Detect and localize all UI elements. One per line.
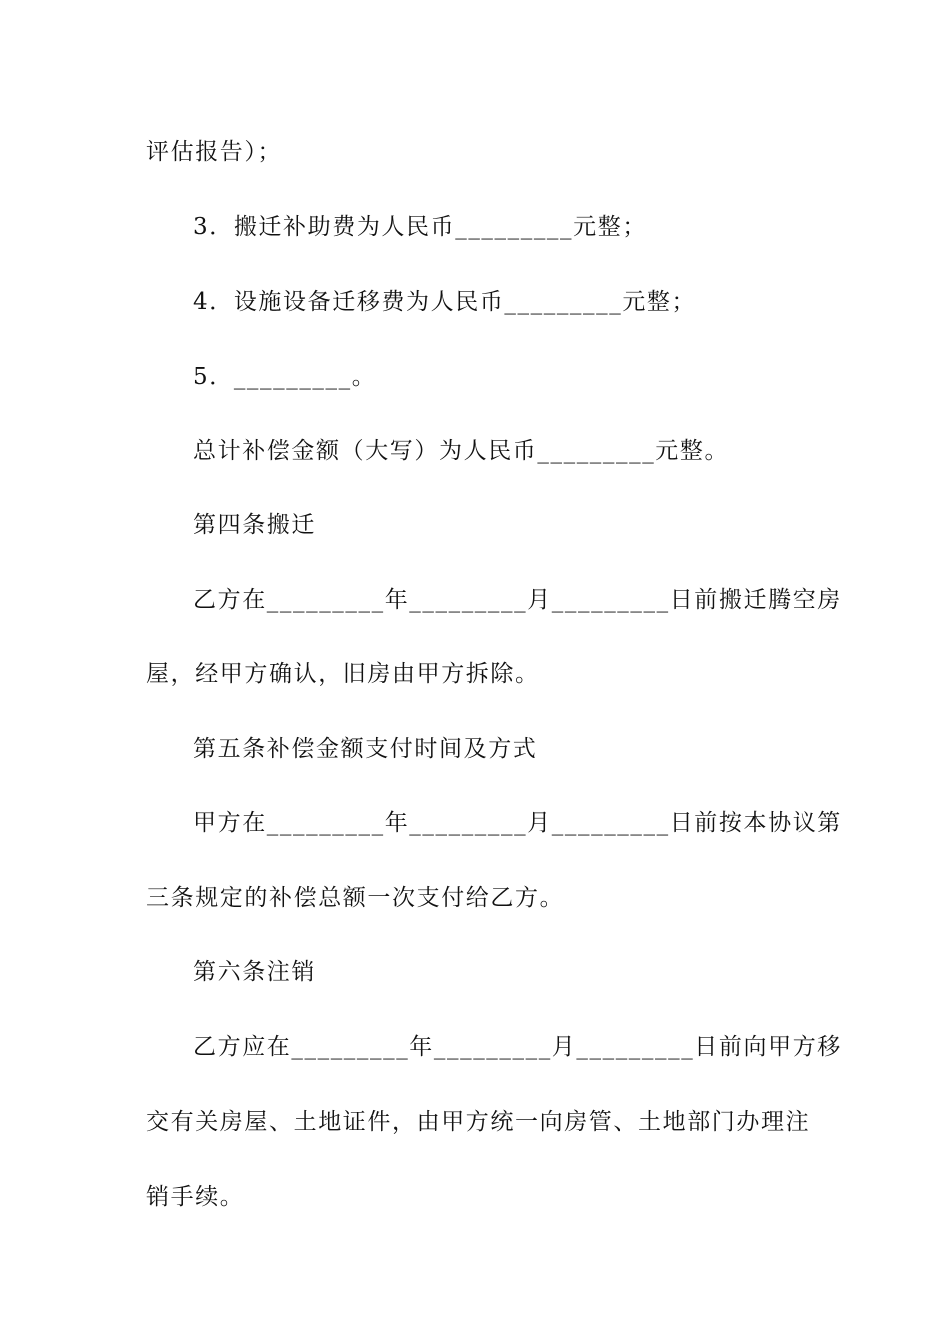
article-four-body-line-1: 乙方在_________年_________月_________日前搬迁腾空房	[193, 587, 842, 613]
article-four-heading: 第四条搬迁	[193, 512, 316, 538]
total-compensation-line: 总计补偿金额（大写）为人民币_________元整。	[193, 438, 730, 464]
article-six-body-line-3: 销手续。	[146, 1184, 245, 1210]
paragraph-line-assessment-report: 评估报告）；	[146, 139, 283, 165]
article-six-body-line-2: 交有关房屋、土地证件，由甲方统一向房管、土地部门办理注	[146, 1109, 811, 1135]
article-six-heading: 第六条注销	[193, 959, 316, 985]
article-five-body-line-2: 三条规定的补偿总额一次支付给乙方。	[146, 885, 565, 911]
item-five-blank: 5．_________。	[193, 364, 377, 390]
article-five-body-line-1: 甲方在_________年_________月_________日前按本协议第	[193, 810, 842, 836]
article-six-body-line-1: 乙方应在_________年_________月_________日前向甲方移	[193, 1034, 842, 1060]
item-equipment-relocation-fee: 4．设施设备迁移费为人民币_________元整；	[193, 289, 697, 315]
article-four-body-line-2: 屋，经甲方确认，旧房由甲方拆除。	[146, 661, 540, 687]
item-relocation-subsidy: 3．搬迁补助费为人民币_________元整；	[193, 214, 647, 240]
article-five-heading: 第五条补偿金额支付时间及方式	[193, 736, 538, 762]
